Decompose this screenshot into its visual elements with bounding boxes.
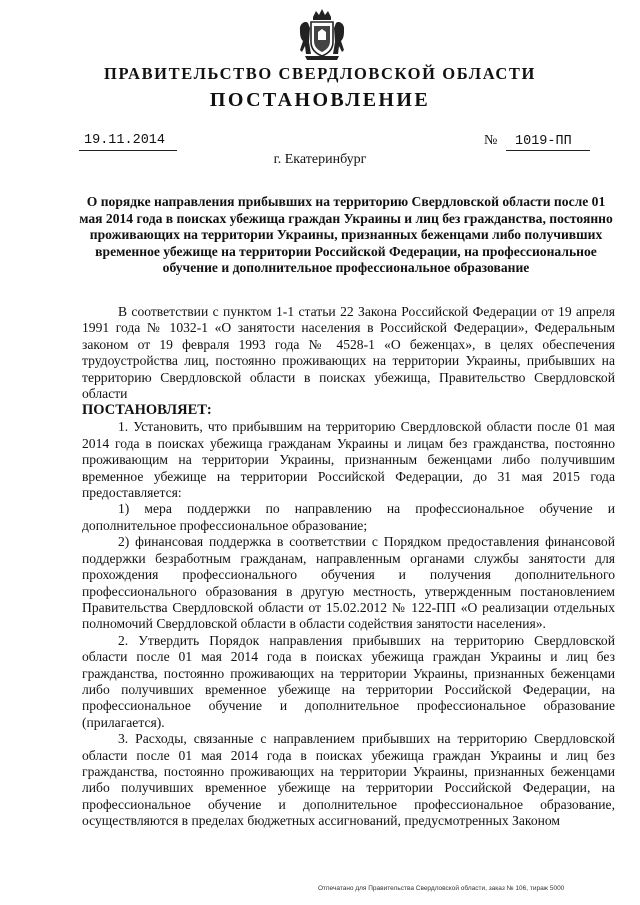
- document-number: 1019-ПП: [515, 134, 572, 149]
- document-title: О порядке направления прибывших на территорию Свердловской области после 01 мая 2014 года в поисках убежища граждан Украины и лиц без гражданства, постоянно проживающих на территории Украины, признанных беженцами либо получивших временное убежище на территории Российской Федерации, на профессиональное обучение и дополнительное профессиональное образование: [79, 194, 613, 275]
- document-type: ПОСТАНОВЛЕНИЕ: [209, 89, 431, 111]
- number-sign: №: [484, 133, 498, 148]
- organization-name: ПРАВИТЕЛЬСТВО СВЕРДЛОВСКОЙ ОБЛАСТИ: [104, 64, 536, 83]
- document-city: г. Екатеринбург: [273, 152, 367, 167]
- document-date: 19.11.2014: [84, 133, 166, 148]
- date-field: [79, 133, 179, 148]
- clause-1-item-1: 1) мера поддержки по направлению на профессиональное обучение и дополнительное профессиональное образование;: [82, 501, 615, 533]
- number-underline: [506, 150, 590, 151]
- clause-1-item-2: 2) финансовая поддержка в соответствии с Порядком предоставления финансовой поддержки безработным гражданам, направленным органами службы занятости для прохождения профессионального обучения и получения дополнительного профессионального образования в другую местность, утвержденным постановлением Правительства Свердловской области от 15.02.2012 № 122-ПП «О реализации отдельных полномочий Свердловской области в области содействия занятости населения».: [82, 534, 615, 632]
- date-underline: [79, 150, 177, 151]
- preamble-paragraph: В соответствии с пунктом 1-1 статьи 22 Закона Российской Федерации от 19 апреля 1991 года № 1032-1 «О занятости населения в Российской Федерации», Федеральным законом от 19 февраля 1993 года № 4528-1 «О беженцах», в целях обеспечения трудоустройства лиц, постоянно проживающих на территории Украины, прибывших на территорию Свердловской области в поисках убежища, Правительство Свердловской области: [82, 304, 615, 402]
- clause-1: 1. Установить, что прибывшим на территорию Свердловской области после 01 мая 2014 года в поисках убежища гражданам Украины и лицам без гражданства, постоянно проживающим на территории Украины, признанным беженцами либо получившим временное убежище на территории Российской Федерации, до 31 мая 2015 года предоставляется:: [82, 419, 615, 501]
- resolves-heading: ПОСТАНОВЛЯЕТ:: [82, 402, 212, 419]
- clause-2: 2. Утвердить Порядок направления прибывших на территорию Свердловской области после 01 мая 2014 года в поисках убежища граждан Украины и лиц без гражданства, постоянно проживающих на территории Украины, признанных беженцами либо получивших временное убежище на территории Российской Федерации, на профессиональное обучение и дополнительное профессиональное образование (прилагается).: [82, 632, 615, 730]
- coat-of-arms-icon: [297, 8, 347, 62]
- clause-3: 3. Расходы, связанные с направлением прибывших на территорию Свердловской области после 01 мая 2014 года в поисках убежища граждан Украины и лиц без гражданства, постоянно проживающих на территории Украины, признанных беженцами либо получивших временное убежище на территории Российской Федерации, на профессиональное обучение и дополнительное профессиональное образование, осуществляются в пределах бюджетных ассигнований, предусмотренных Законом: [82, 731, 615, 829]
- print-footer: Отпечатано для Правительства Свердловской области, заказ № 106, тираж 5000: [318, 885, 565, 892]
- document-body: [82, 304, 615, 830]
